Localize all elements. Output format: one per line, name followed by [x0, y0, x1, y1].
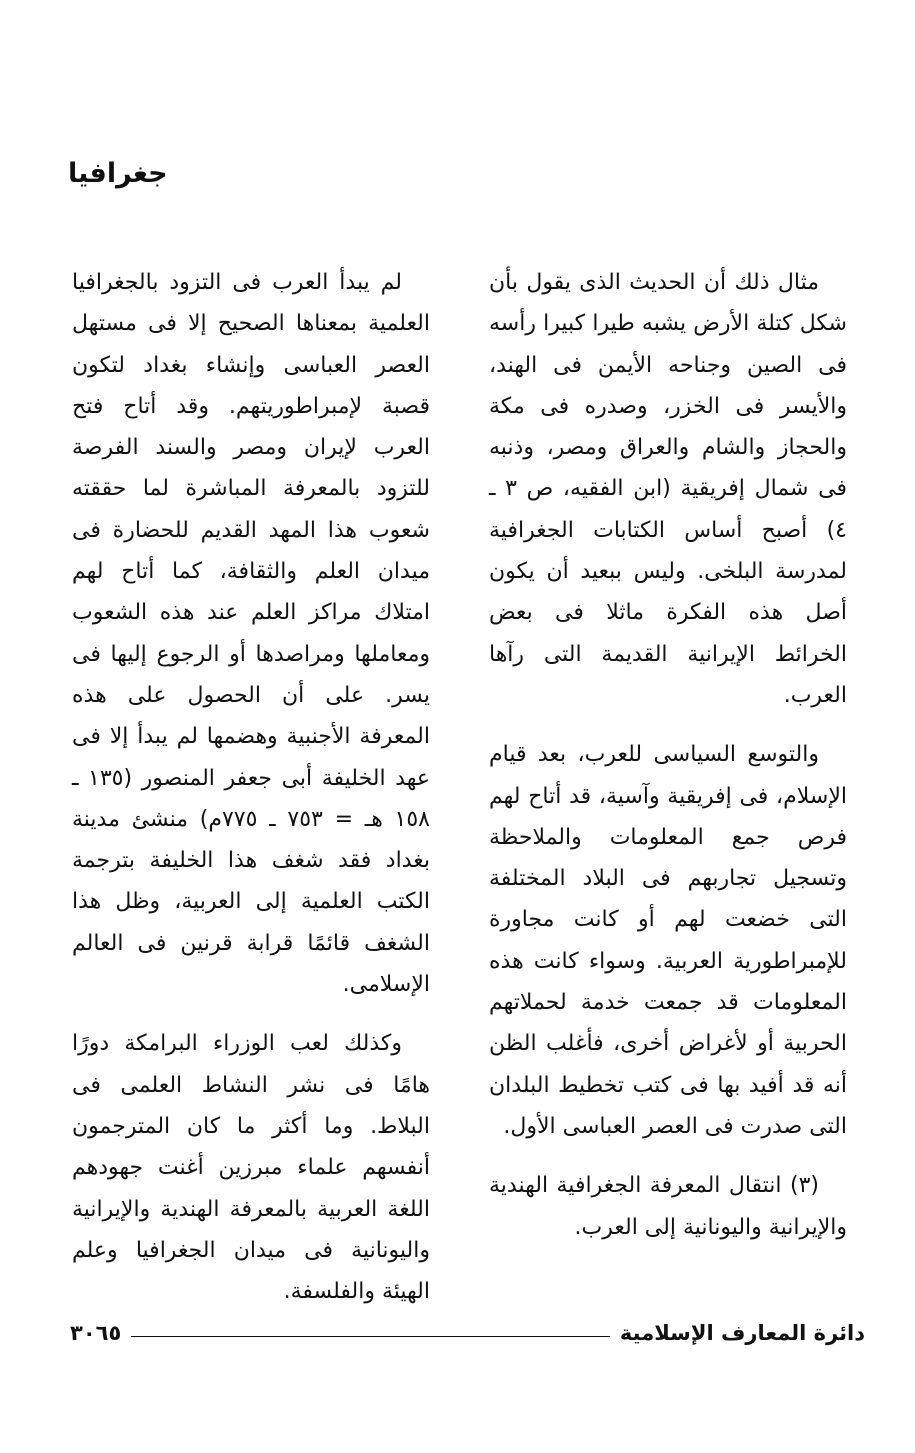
section-heading: (٣) انتقال المعرفة الجغرافية الهندية والإيرانية واليونانية إلى العرب.	[489, 1173, 847, 1240]
journal-title: دائرة المعارف الإسلامية	[619, 1321, 865, 1345]
footer-rule	[131, 1336, 610, 1337]
right-column	[489, 262, 847, 1248]
page-footer	[70, 1318, 865, 1348]
section-title: جغرافيا	[68, 158, 168, 189]
left-column	[72, 262, 430, 1312]
right-paragraph-2: والتوسع السياسى للعرب، بعد قيام الإسلام، فى إفريقية وآسية، قد أتاح لهم فرص جمع المعلومات والملاحظة وتسجيل تجاربهم فى البلاد المختلفة التى خضعت لهم أو كانت مجاورة للإمبراطورية العربية. وسواء كانت هذه المعلومات قد جمعت خدمة لحملاتهم الحربية أو لأغراض أخرى، فأغلب الظن أنه قد أفيد بها فى كتب تخطيط البلدان التى صدرت فى العصر العباسى الأول.	[489, 742, 847, 1139]
left-paragraph-1: لم يبدأ العرب فى التزود بالجغرافيا العلمية بمعناها الصحيح إلا فى مستهل العصر العباسى وإنشاء بغداد لتكون قصبة لإمبراطوريتهم. وقد أتاح فتح العرب لإيران ومصر والسند الفرصة للتزود بالمعرفة المباشرة لما حققته شعوب هذا المهد القديم للحضارة فى ميدان العلم والثقافة، كما أتاح لهم امتلاك مراكز العلم عند هذه الشعوب ومعاملها ومراصدها أو الرجوع إليها فى يسر. على أن الحصول على هذه المعرفة الأجنبية وهضمها لم يبدأ إلا فى عهد الخليفة أبى جعفر المنصور (١٣٥ ـ ١٥٨ هـ = ٧٥٣ ـ ٧٧٥م) منشئ مدينة بغداد فقد شغف هذا الخليفة بترجمة الكتب العلمية إلى العربية، وظل هذا الشغف قائمًا قرابة قرنين فى العالم الإسلامى.	[72, 270, 430, 998]
right-paragraph-1: مثال ذلك أن الحديث الذى يقول بأن شكل كتلة الأرض يشبه طيرا كبيرا رأسه فى الصين وجناحه الأيمن فى الهند، والأيسر فى الخزر، وصدره فى مكة والحجاز والشام والعراق ومصر، وذنبه فى شمال إفريقية (ابن الفقيه، ص ٣ ـ ٤) أصبح أساس الكتابات الجغرافية لمدرسة البلخى. وليس ببعيد أن يكون أصل هذه الفكرة ماثلا فى بعض الخرائط الإيرانية القديمة التى رآها العرب.	[489, 270, 847, 708]
left-paragraph-2: وكذلك لعب الوزراء البرامكة دورًا هامًا فى نشر النشاط العلمى فى البلاط. وما أكثر ما كان المترجمون أنفسهم علماء مبرزين أغنت جهودهم اللغة العربية بالمعرفة الهندية والإيرانية واليونانية فى ميدان الجغرافيا وعلم الهيئة والفلسفة.	[72, 1031, 430, 1305]
page-number: ٣٠٦٥	[70, 1321, 122, 1345]
